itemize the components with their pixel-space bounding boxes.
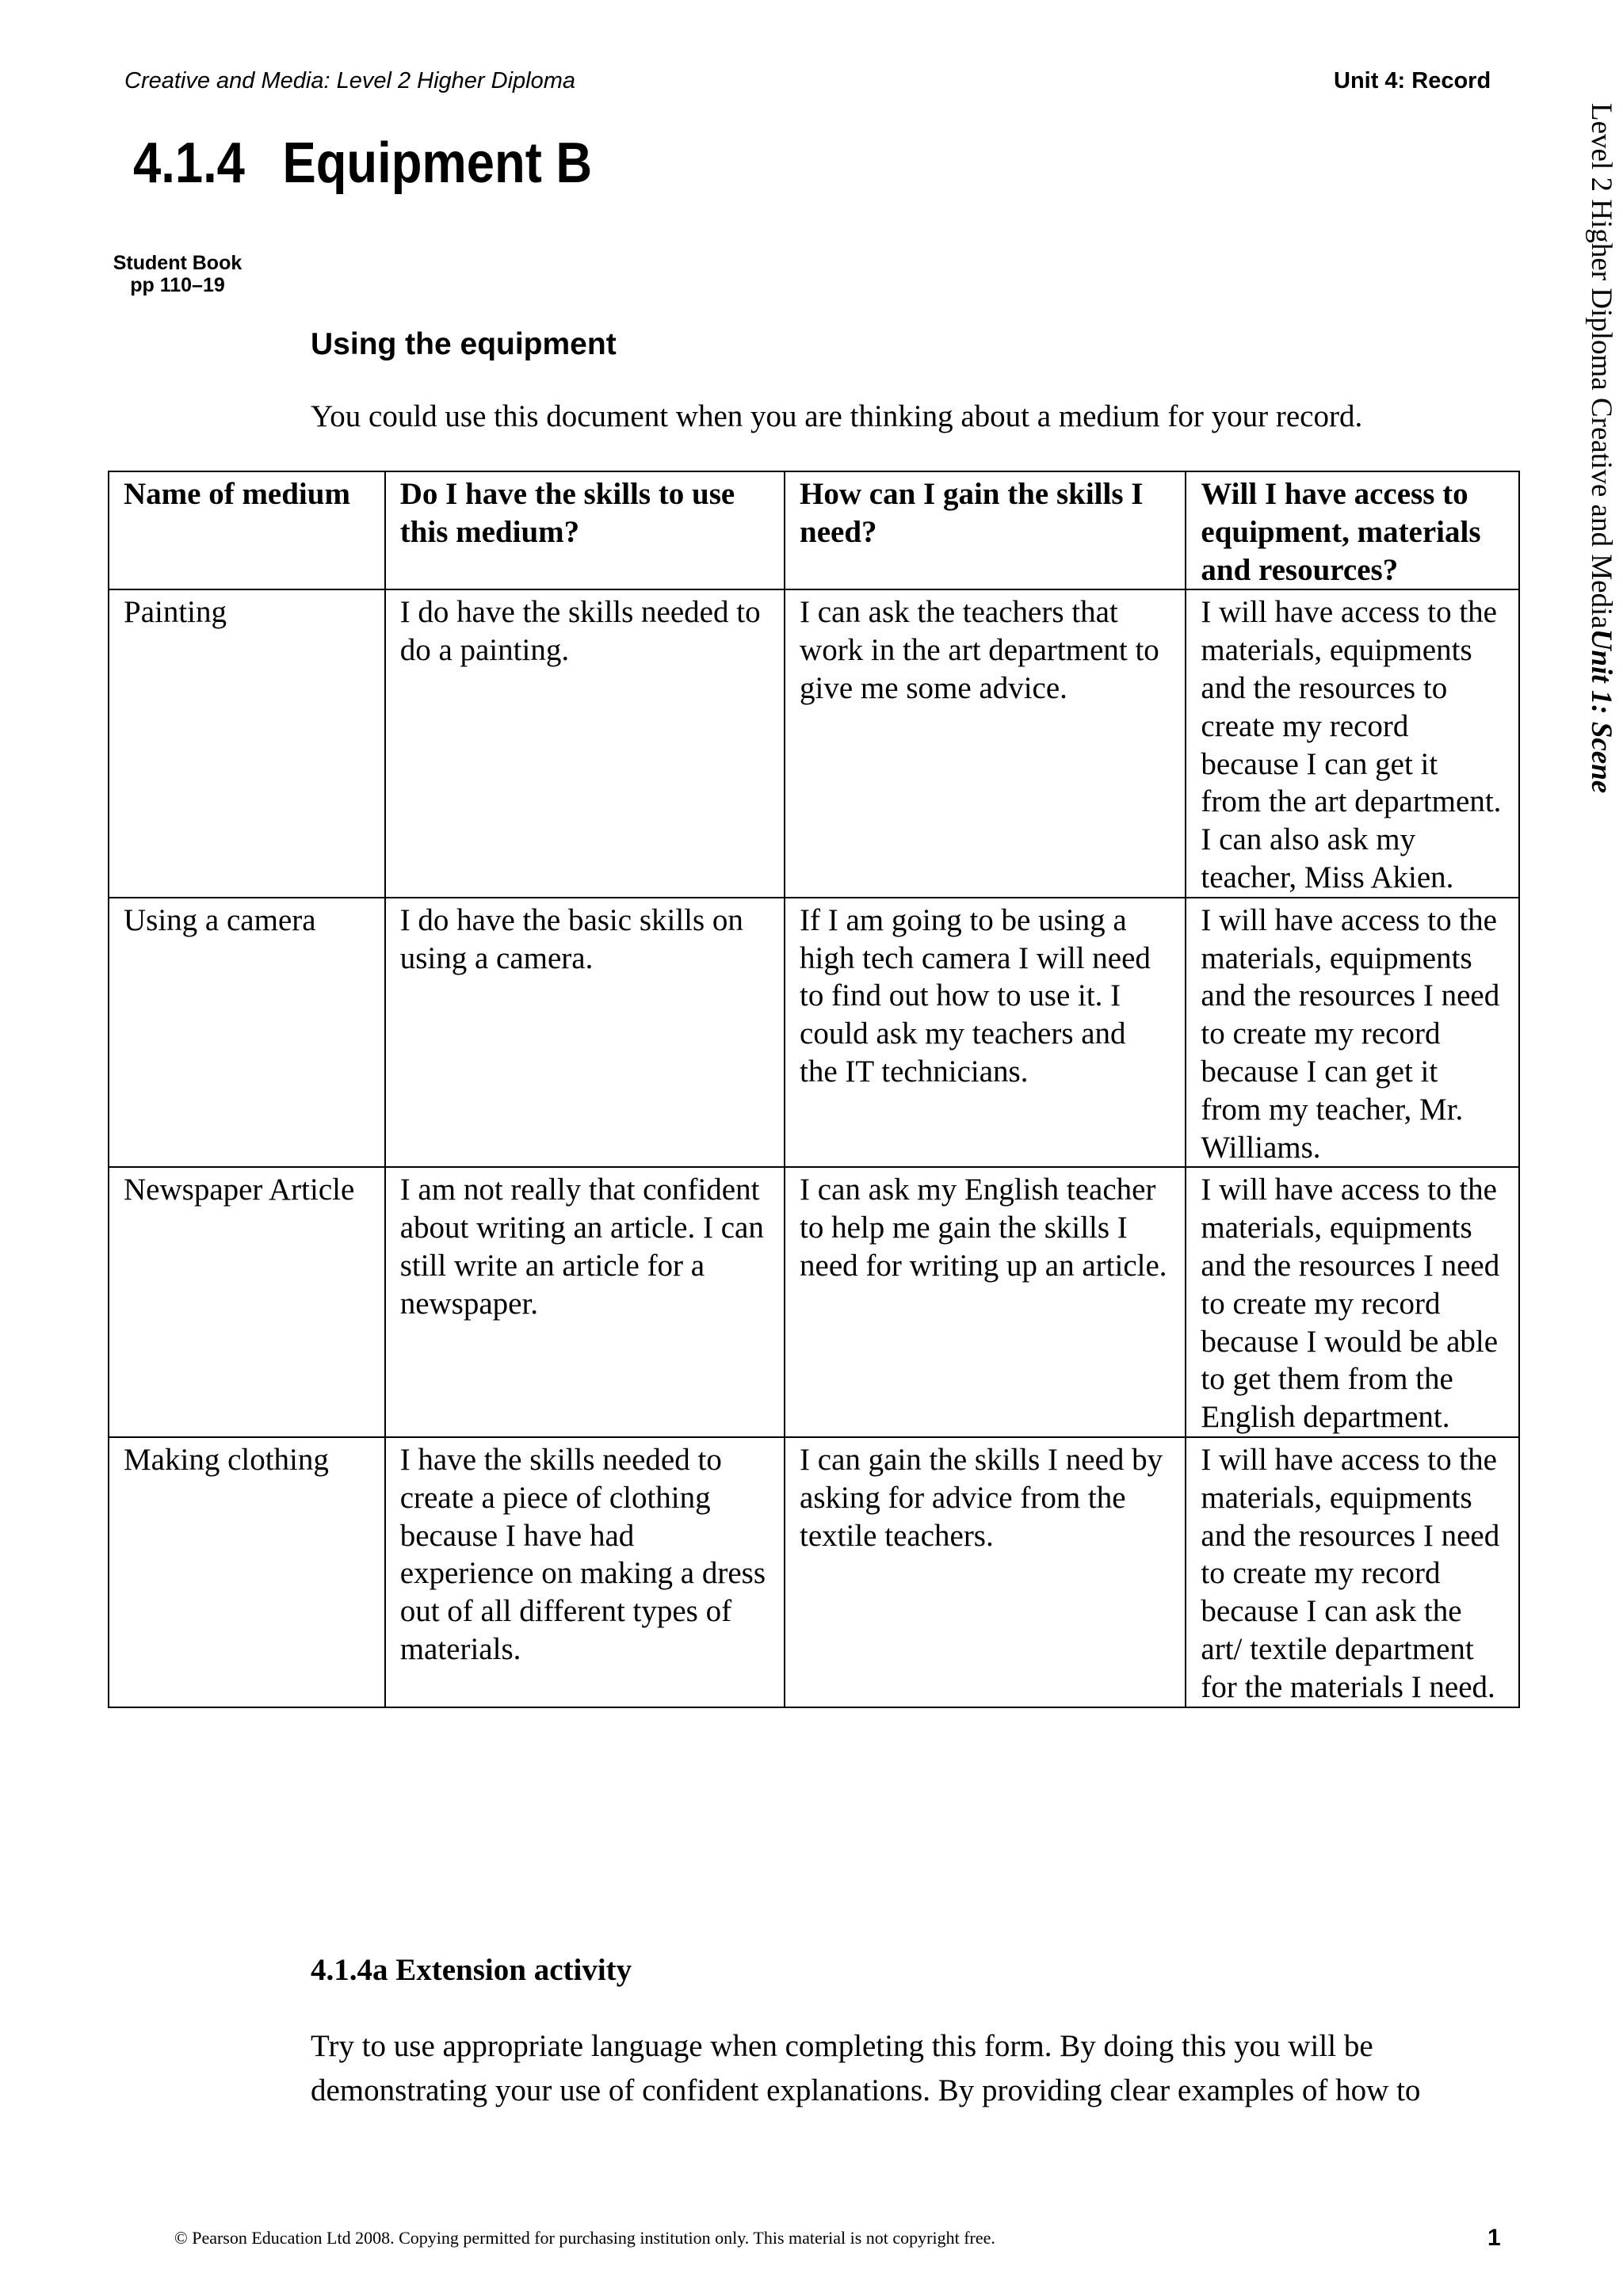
side-margin-text [1584, 103, 1618, 895]
intro-paragraph: You could use this document when you are thinking about a medium for your record. [311, 399, 1363, 433]
table-header-cell: Name of medium [109, 471, 385, 589]
section-number: 4.1.4 [133, 132, 245, 195]
page-number: 1 [1487, 2225, 1501, 2251]
table-cell: I do have the basic skills on using a camera. [385, 898, 785, 1168]
side-text-unit: Unit 1: Scene [1585, 628, 1617, 794]
table-header-cell: How can I gain the skills I need? [785, 471, 1186, 589]
student-book-pages: pp 110–19 [130, 274, 225, 296]
copyright-footer: © Pearson Education Ltd 2008. Copying permitted for purchasing institution only. This material is not copyright free. [174, 2228, 995, 2248]
table-cell: Making clothing [109, 1437, 385, 1707]
table-cell: I can ask my English teacher to help me gain the skills I need for writing up an article. [785, 1167, 1186, 1437]
table-cell: I will have access to the materials, equipments and the resources I need to create my record because I can get it from my teacher, Mr. Williams. [1186, 898, 1519, 1168]
table-cell: I will have access to the materials, equipments and the resources to create my record because I can get it from the art department. I can also ask my teacher, Miss Akien. [1186, 589, 1519, 897]
table-cell: I can gain the skills I need by asking for advice from the textile teachers. [785, 1437, 1186, 1707]
table-cell: Newspaper Article [109, 1167, 385, 1437]
student-book-reference [106, 252, 249, 296]
subheading: Using the equipment [311, 327, 617, 361]
section-title [133, 131, 592, 196]
table-cell: If I am going to be using a high tech camera I will need to find out how to use it. I could ask my teachers and the IT technicians. [785, 898, 1186, 1168]
table-cell: I have the skills needed to create a piece of clothing because I have had experience on making a dress out of all different types of materials. [385, 1437, 785, 1707]
table-cell: I can ask the teachers that work in the art department to give me some advice. [785, 589, 1186, 897]
section-name: Equipment B [282, 132, 593, 195]
table-cell: Painting [109, 589, 385, 897]
table-cell: I will have access to the materials, equipments and the resources I need to create my record because I would be able to get them from the English department. [1186, 1167, 1519, 1437]
table-row [109, 589, 1519, 897]
table-header-cell: Will I have access to equipment, materials and resources? [1186, 471, 1519, 589]
table-row [109, 1167, 1519, 1437]
table-row [109, 898, 1519, 1168]
table-header-row [109, 471, 1519, 589]
extension-body: Try to use appropriate language when completing this form. By doing this you will be demonstrating your use of confident explanations. By providing clear examples of how to [311, 2029, 1421, 2107]
extension-heading: 4.1.4a Extension activity [311, 1953, 632, 1987]
running-header-course: Creative and Media: Level 2 Higher Diploma [124, 68, 576, 93]
table-cell: I am not really that confident about writing an article. I can still write an article for a newspaper. [385, 1167, 785, 1437]
side-text-main: Level 2 Higher Diploma Creative and Media [1585, 103, 1617, 629]
table-cell: I will have access to the materials, equipments and the resources I need to create my record because I can ask the art/ textile department for the materials I need. [1186, 1437, 1519, 1707]
student-book-label: Student Book [113, 252, 242, 274]
table-cell: Using a camera [109, 898, 385, 1168]
table-header-cell: Do I have the skills to use this medium? [385, 471, 785, 589]
medium-table [108, 471, 1520, 1708]
running-header-unit: Unit 4: Record [1334, 68, 1491, 93]
table-row [109, 1437, 1519, 1707]
table-cell: I do have the skills needed to do a painting. [385, 589, 785, 897]
